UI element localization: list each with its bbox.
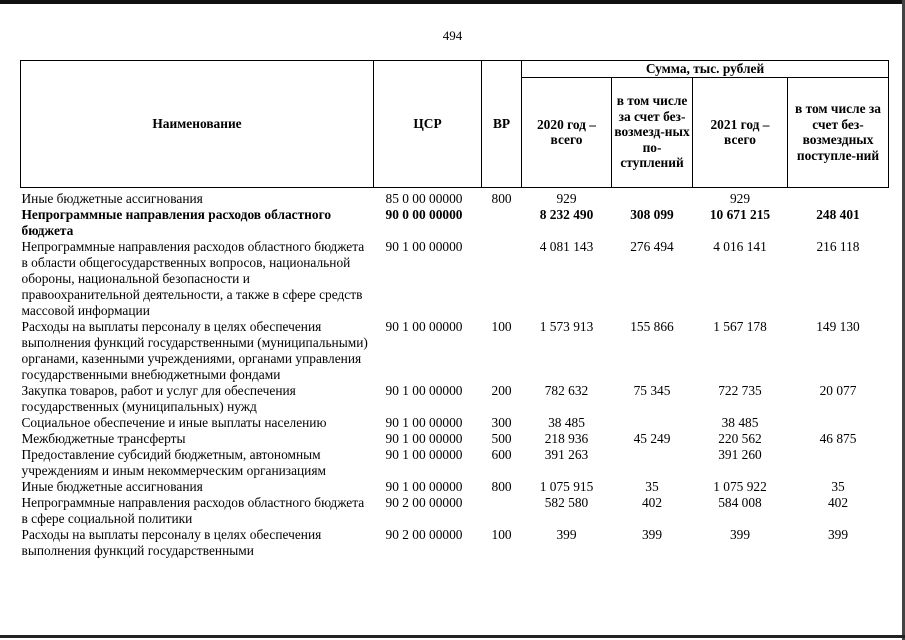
row-2020-total: 582 580 [544, 494, 589, 510]
row-csr: 85 0 00 00000 [385, 190, 463, 206]
row-2021-total: 220 562 [718, 430, 762, 446]
row-2020-total: 399 [556, 526, 577, 542]
table-header [21, 61, 889, 188]
row-name: Иные бюджетные ассигнования [21, 190, 203, 206]
row-2021-total: 38 485 [721, 414, 759, 430]
header-2021-grants: в том числе за счет без-возмездных поступле-ний [788, 77, 889, 187]
row-name: Расходы на выплаты персоналу в целях обеспечения выполнения функций государственными [21, 526, 322, 558]
row-csr: 90 2 00 00000 [385, 494, 463, 510]
row-2020-grants: 155 866 [630, 318, 674, 334]
header-2021-total: 2021 год – всего [693, 77, 788, 187]
row-2021-total: 399 [729, 526, 751, 542]
row-2020-total: 4 081 143 [539, 238, 594, 254]
row-2020-grants: 75 345 [633, 382, 671, 398]
row-name: Предоставление субсидий бюджетным, автономным учреждениям и иным некоммерческим организациям [21, 446, 326, 478]
row-2020-grants: 308 099 [630, 206, 674, 222]
table-row [21, 415, 889, 431]
table-row [21, 239, 889, 319]
table-row [21, 383, 889, 415]
header-vr: ВР [482, 61, 522, 188]
scan-border-bottom [0, 635, 905, 638]
table-row [21, 495, 889, 527]
row-name: Расходы на выплаты персоналу в целях обеспечения выполнения функций государственными (муниципальными) органами, казенными учреждениями, органами управления государственными внебюджетными фондами [21, 318, 368, 382]
row-csr: 90 1 00 00000 [385, 414, 463, 430]
table-row [21, 447, 889, 479]
row-2020-grants: 45 249 [633, 430, 671, 446]
row-2021-total: 1 075 922 [713, 478, 767, 494]
row-2021-grants: 20 077 [819, 382, 857, 398]
row-name: Непрограммные направления расходов областного бюджета в сфере социальной политики [21, 494, 365, 526]
row-2020-grants [612, 191, 693, 207]
header-2020-grants: в том числе за счет без-возмезд-ных по-ступлений [612, 77, 693, 187]
row-name: Непрограммные направления расходов областного бюджета [21, 206, 332, 238]
row-2021-total: 584 008 [718, 494, 762, 510]
row-csr: 90 1 00 00000 [385, 446, 463, 462]
row-2021-grants: 216 118 [816, 238, 860, 254]
row-2020-total: 218 936 [544, 430, 589, 446]
row-2021-grants [788, 447, 889, 479]
row-2021-grants: 248 401 [816, 206, 860, 222]
row-2021-total: 722 735 [718, 382, 762, 398]
row-2021-grants: 399 [827, 526, 849, 542]
table-row [21, 319, 889, 383]
row-2020-total: 782 632 [544, 382, 589, 398]
row-2021-grants: 46 875 [819, 430, 857, 446]
row-2021-grants: 402 [827, 494, 849, 510]
row-vr [482, 207, 522, 239]
table-row [21, 431, 889, 447]
row-2020-total: 391 263 [544, 446, 589, 462]
row-vr: 100 [491, 318, 512, 334]
header-csr: ЦСР [374, 61, 482, 188]
row-name: Непрограммные направления расходов областного бюджета в области общегосударственных вопросов, национальной обороны, национальной безопасности и правоохранительной деятельности, а также в сфере средств массовой информации [21, 238, 365, 318]
page-number: 494 [442, 28, 463, 43]
row-vr: 200 [491, 382, 512, 398]
row-vr: 500 [491, 430, 512, 446]
row-csr: 90 1 00 00000 [385, 318, 463, 334]
header-name: Наименование [21, 61, 374, 188]
row-2020-grants: 276 494 [630, 238, 674, 254]
row-2021-total: 10 671 215 [709, 206, 771, 222]
table-row [21, 479, 889, 495]
scan-border-top [0, 0, 905, 4]
row-2021-total: 929 [729, 190, 751, 206]
row-vr: 600 [491, 446, 512, 462]
row-vr [482, 495, 522, 527]
header-2020-total: 2020 год – всего [522, 77, 612, 187]
row-2021-grants: 35 [831, 478, 845, 494]
row-name: Межбюджетные трансферты [21, 430, 186, 446]
row-vr: 300 [491, 414, 512, 430]
header-sum-group: Сумма, тыс. рублей [522, 61, 889, 78]
row-vr: 800 [491, 190, 512, 206]
table-row [21, 191, 889, 207]
row-2020-grants [612, 447, 693, 479]
row-csr: 90 1 00 00000 [385, 478, 463, 494]
row-2021-total: 4 016 141 [713, 238, 767, 254]
row-2020-grants: 399 [641, 526, 663, 542]
row-2021-total: 391 260 [718, 446, 762, 462]
row-csr: 90 1 00 00000 [385, 238, 463, 254]
table-row [21, 527, 889, 559]
row-vr: 100 [491, 526, 512, 542]
row-csr: 90 0 00 00000 [385, 206, 463, 222]
row-name: Иные бюджетные ассигнования [21, 478, 203, 494]
row-2020-total: 1 075 915 [539, 478, 594, 494]
row-2021-grants: 149 130 [816, 318, 860, 334]
row-2020-total: 8 232 490 [539, 206, 594, 222]
row-2021-grants [788, 191, 889, 207]
row-2020-total: 929 [556, 190, 577, 206]
row-vr [482, 239, 522, 319]
row-name: Социальное обеспечение и иные выплаты населению [21, 414, 327, 430]
row-2020-grants: 402 [641, 494, 663, 510]
table-body [21, 187, 889, 559]
row-csr: 90 1 00 00000 [385, 382, 463, 398]
row-2020-total: 38 485 [548, 414, 585, 430]
budget-table [20, 60, 889, 559]
row-name: Закупка товаров, работ и услуг для обеспечения государственных (муниципальных) нужд [21, 382, 296, 414]
row-2021-grants [788, 415, 889, 431]
row-csr: 90 1 00 00000 [385, 430, 463, 446]
row-2020-total: 1 573 913 [539, 318, 594, 334]
table-row [21, 207, 889, 239]
row-2020-grants [612, 415, 693, 431]
row-2021-total: 1 567 178 [713, 318, 767, 334]
row-vr: 800 [491, 478, 512, 494]
row-2020-grants: 35 [645, 478, 659, 494]
row-csr: 90 2 00 00000 [385, 526, 463, 542]
